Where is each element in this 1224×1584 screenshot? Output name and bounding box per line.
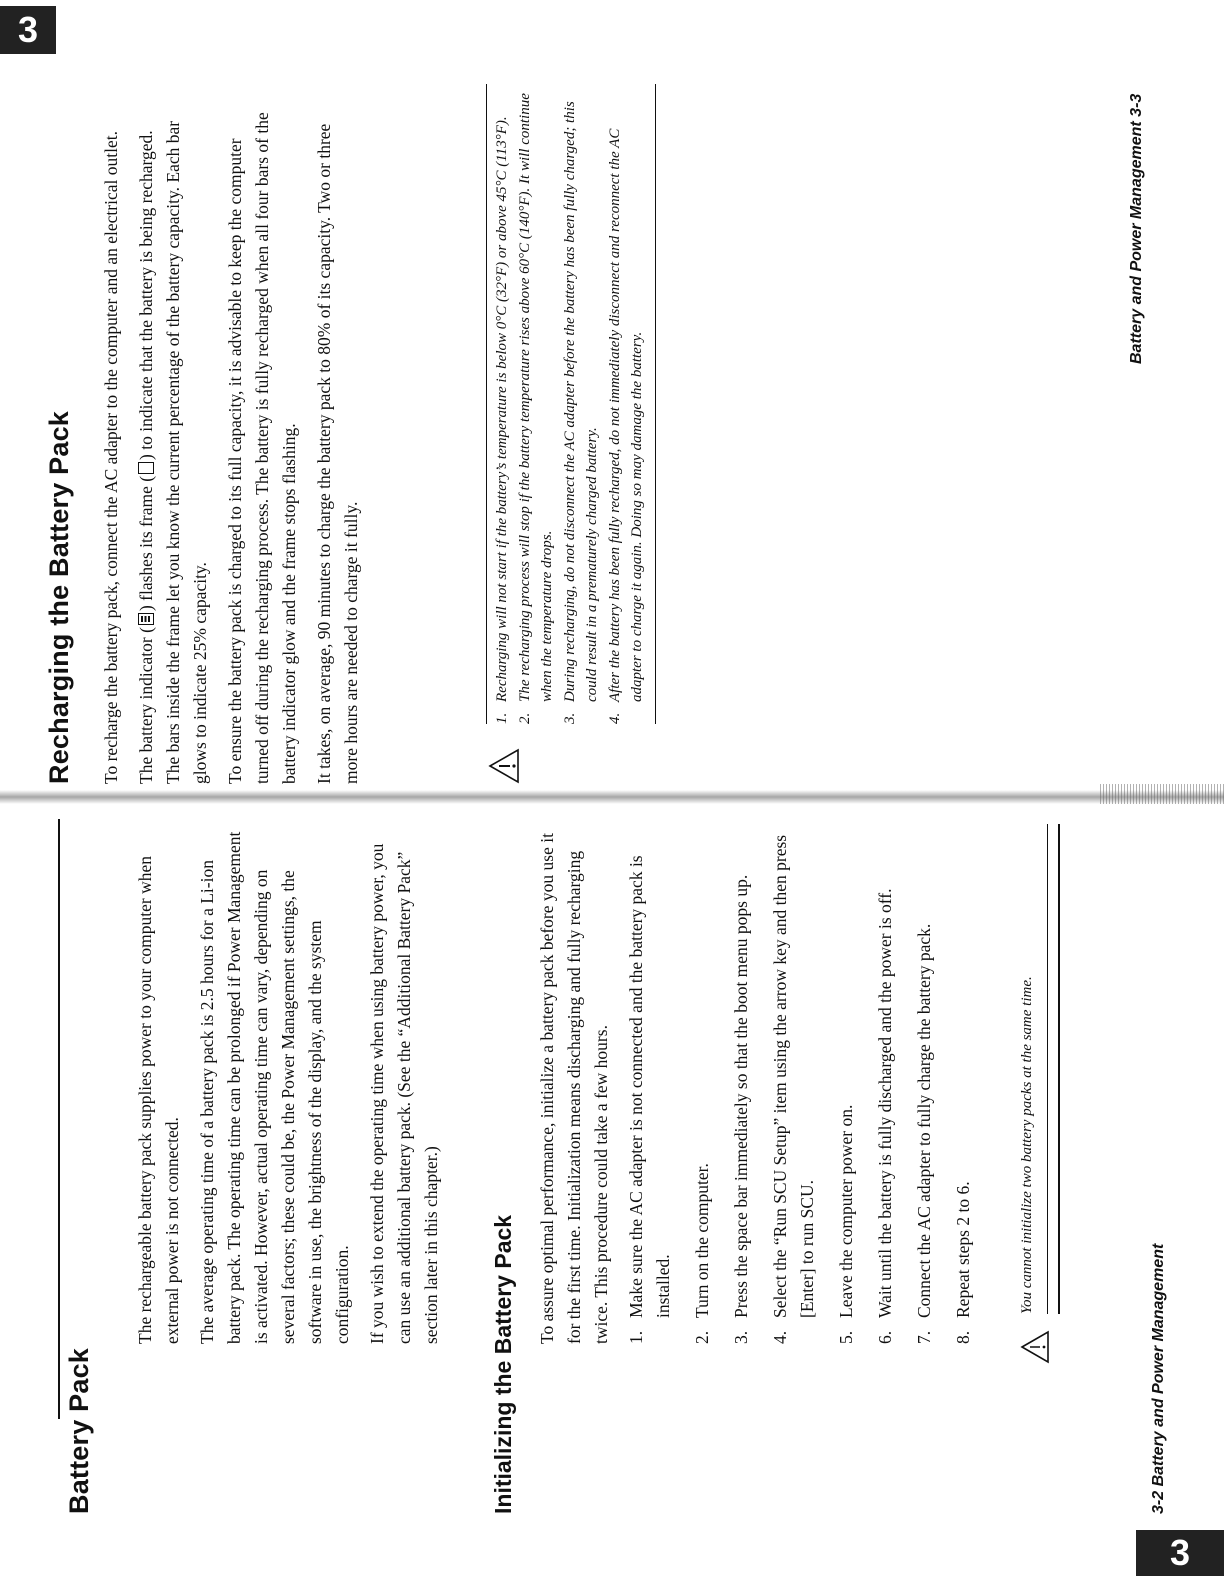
step-text: Press the space bar immediately so that the boot menu pops up.	[731, 874, 751, 1318]
caution-text: Recharging will not start if the battery’s temperature is below 0°C (32°F) or above 45°C (113°F).	[494, 116, 510, 702]
paragraph: The rechargeable battery pack supplies power to your computer when external power is not connected.	[135, 855, 182, 1344]
page-footer: Battery and Power Management 3-3	[1128, 93, 1145, 364]
init-text	[534, 824, 989, 1344]
list-item	[728, 824, 755, 1344]
caution-list	[486, 84, 656, 724]
step-number: 6.	[875, 1330, 895, 1344]
text-run: The battery indicator (	[136, 627, 156, 784]
battery-frame-icon	[138, 462, 154, 474]
paragraph: To recharge the battery pack, connect the AC adapter to the computer and an electrical outlet.	[101, 131, 121, 784]
caution-items	[491, 84, 649, 724]
list-item	[689, 824, 716, 1344]
page-3-2	[0, 794, 1224, 1584]
list-item	[623, 824, 677, 1344]
section-title: Recharging the Battery Pack	[44, 410, 74, 784]
steps-list	[623, 824, 977, 1344]
page-footer: 3-2 Battery and Power Management	[1150, 1243, 1167, 1514]
chapter-tab	[0, 6, 56, 54]
paragraph: To assure optimal performance, initialize a battery pack before you use it for the first time. Initialization means discharging and fully recharging twice. This procedure could take a few hours.	[537, 833, 611, 1344]
step-number: 4.	[770, 1330, 790, 1344]
step-text: Connect the AC adapter to fully charge the battery pack.	[914, 923, 934, 1318]
step-text: Turn on the computer.	[692, 1163, 712, 1318]
caution-text: You cannot initialize two battery packs at the same time.	[1019, 976, 1035, 1314]
step-text: Repeat steps 2 to 6.	[953, 1181, 973, 1318]
paragraph	[133, 104, 214, 784]
caution-note	[1010, 824, 1048, 1314]
caution-text: After the battery has been fully recharged, do not immediately disconnect and reconnect the AC adapter to charge it again. Doing so may damage the battery.	[606, 128, 645, 702]
chapter-tab	[1136, 1530, 1224, 1576]
step-text: Leave the computer power on.	[836, 1104, 856, 1318]
list-item	[767, 824, 821, 1344]
section-title: Battery Pack	[64, 1348, 94, 1514]
list-item	[911, 824, 938, 1344]
caution-number: 1.	[494, 712, 510, 724]
paragraph: The average operating time of a battery pack is 2.5 hours for a Li-ion battery pack. The operating time can be prolonged if Power Management is activated. However, actual operating time can vary, depending on several factors; these could be, the Power Management settings, the software in use, the brightness of the display, and the system configuration.	[197, 831, 352, 1344]
caution-triangle-icon	[1020, 1330, 1050, 1364]
caution-text: The recharging process will stop if the battery temperature rises above 60°C (140°F). It will continue when the temperature drops.	[516, 93, 555, 702]
paragraph: It takes, on average, 90 minutes to charge the battery pack to 80% of its capacity. Two or three more hours are needed to charge it fully.	[314, 123, 361, 784]
battery-indicator-icon	[138, 613, 154, 625]
step-number: 3.	[731, 1330, 751, 1344]
step-number: 8.	[953, 1330, 973, 1344]
list-item	[514, 84, 559, 724]
recharge-text	[98, 104, 373, 784]
paragraph: If you wish to extend the operating time when using battery power, you can use an additional battery pack. (See the “Additional Battery Pack” section later in this chapter.)	[367, 843, 441, 1344]
subsection-title: Initializing the Battery Pack	[490, 1214, 516, 1514]
text-run: ) to indicate that the battery is being recharged. The bars inside the frame let you know the current percentage of the battery capacity. Each bar glows to indicate 25% capacity.	[136, 120, 210, 784]
step-number: 1.	[626, 1330, 646, 1344]
intro-text	[132, 824, 453, 1344]
list-item	[872, 824, 899, 1344]
chapter-tab-number: 3	[17, 9, 39, 50]
caution-number: 4.	[606, 712, 623, 724]
caution-triangle-icon	[488, 748, 520, 784]
step-number: 7.	[914, 1330, 934, 1344]
list-item	[833, 824, 860, 1344]
list-item	[950, 824, 977, 1344]
step-number: 5.	[836, 1330, 856, 1344]
step-number: 2.	[692, 1330, 712, 1344]
list-item	[604, 84, 649, 724]
caution-number: 3.	[561, 712, 578, 724]
step-text: Select the “Run SCU Setup” item using the arrow key and then press [Enter] to run SCU.	[770, 834, 817, 1318]
text-run: ) flashes its frame (	[136, 475, 156, 612]
step-text: Make sure the AC adapter is not connected and the battery pack is installed.	[626, 855, 673, 1318]
step-text: Wait until the battery is fully discharged and the power is off.	[875, 888, 895, 1318]
list-item	[491, 84, 514, 724]
paragraph: To ensure the battery pack is charged to its full capacity, it is advisable to keep the computer turned off during the recharging process. The battery is fully recharged when all four bars of the battery indicator glow and the frame stops flashing.	[225, 112, 299, 784]
section-rule	[58, 819, 60, 1419]
caution-rule	[1058, 824, 1060, 1314]
list-item	[559, 84, 604, 724]
caution-text: During recharging, do not disconnect the AC adapter before the battery has been fully charged; this could result in a prematurely charged battery.	[561, 101, 600, 702]
caution-number: 2.	[516, 712, 533, 724]
chapter-tab-number: 3	[1169, 1532, 1191, 1573]
